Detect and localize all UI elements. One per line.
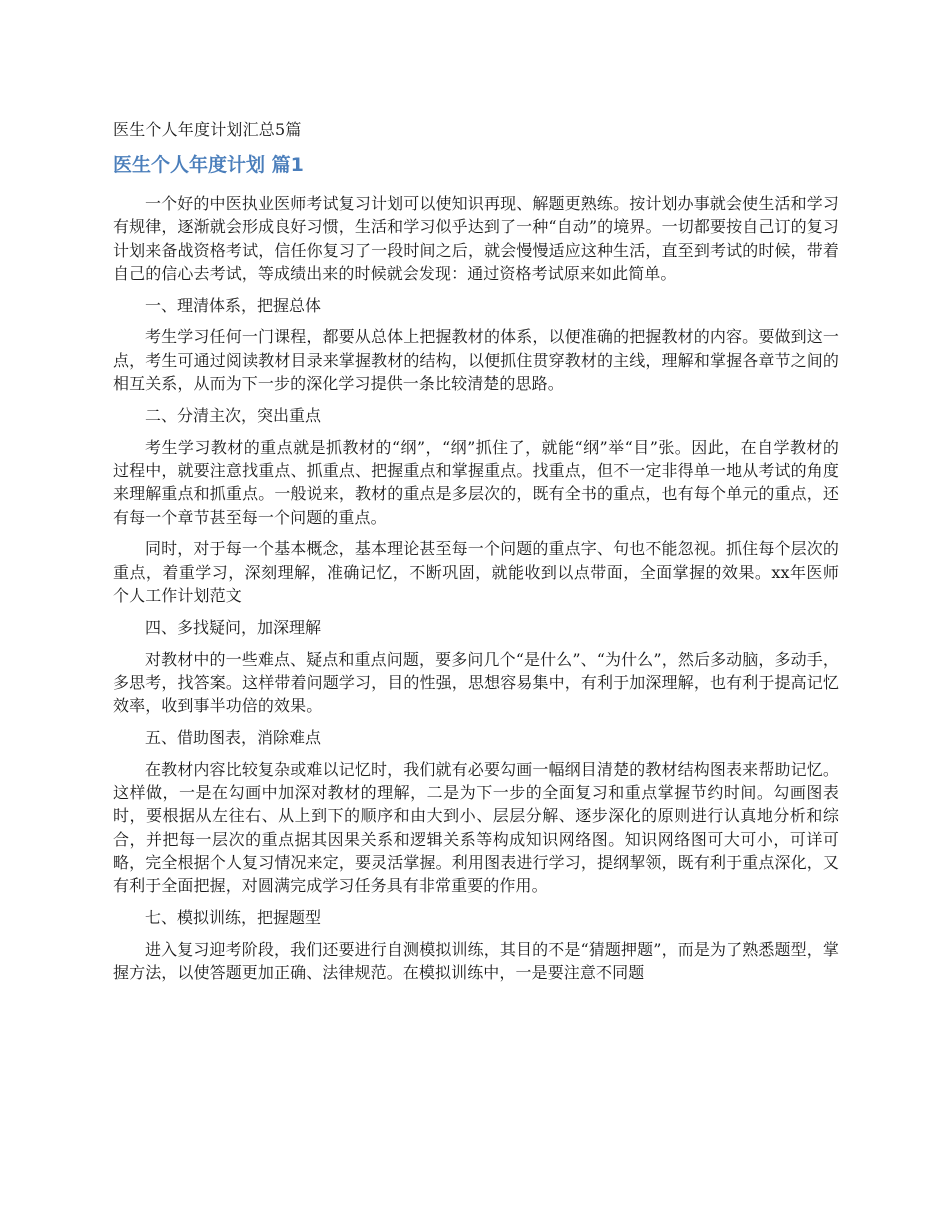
paragraph-5: 在教材内容比较复杂或难以记忆时，我们就有必要勾画一幅纲目清楚的教材结构图表来帮助记忆。这样做，一是在勾画中加深对教材的理解，二是为下一步的全面复习和重点掌握节约时间。勾画图表时，要根据从左往右、从上到下的顺序和由大到小、层层分解、逐步深化的原则进行认真地分析和综合，并把每一层次的重点据其因果关系和逻辑关系等构成知识网络图。知识网络图可大可小，可详可略，完全根据个人复习情况来定，要灵活掌握。利用图表进行学习，提纲挈领，既有利于重点深化，又有利于全面把握，对圆满完成学习任务具有非常重要的作用。 xyxy=(113,759,839,896)
paragraph-2: 考生学习教材的重点就是抓教材的“纲”，“纲”抓住了，就能“纲”举“目”张。因此，在自学教材的过程中，就要注意找重点、抓重点、把握重点和掌握重点。找重点，但不一定非得单一地从考试的角度来理解重点和抓重点。一般说来，教材的重点是多层次的，既有全书的重点，也有每个单元的重点，还有每一个章节甚至每一个问题的重点。 xyxy=(113,437,839,527)
paragraph-7: 进入复习迎考阶段，我们还要进行自测模拟训练，其目的不是“猜题押题”，而是为了熟悉题型，掌握方法，以使答题更加正确、法律规范。在模拟训练中，一是要注意不同题 xyxy=(113,939,839,983)
paragraph-4: 对教材中的一些难点、疑点和重点问题，要多问几个“是什么”、“为什么”，然后多动脑，多动手，多思考，找答案。这样带着问题学习，目的性强，思想容易集中，有利于加深理解，也有利于提高记忆效率，收到事半功倍的效果。 xyxy=(113,649,839,716)
heading-1: 一、理清体系，把握总体 xyxy=(145,295,322,315)
heading-7: 七、模拟训练，把握题型 xyxy=(145,908,322,928)
paragraph-intro: 一个好的中医执业医师考试复习计划可以使知识再现、解题更熟练。按计划办事就会使生活和学习有规律，逐渐就会形成良好习惯，生活和学习似乎达到了一种“自动”的境界。一切都要按自己订的复习计划来备战资格考试，信任你复习了一段时间之后，就会慢慢适应这种生活，直至到考试的时候，带着自己的信心去考试，等成绩出来的时候就会发现：通过资格考试原来如此简单。 xyxy=(113,194,839,283)
document-page xyxy=(113,118,839,993)
heading-5: 五、借助图表，消除难点 xyxy=(145,727,322,747)
heading-4: 四、多找疑问，加深理解 xyxy=(145,617,322,637)
document-title: 医生个人年度计划汇总5篇 xyxy=(113,120,302,139)
paragraph-1: 考生学习任何一门课程，都要从总体上把握教材的体系，以便准确的把握教材的内容。要做到这一点，考生可通过阅读教材目录来掌握教材的结构，以便抓住贯穿教材的主线，理解和掌握各章节之间的相互关系，从而为下一步的深化学习提供一条比较清楚的思路。 xyxy=(113,327,839,394)
heading-2: 二、分清主次，突出重点 xyxy=(145,405,322,425)
paragraph-3: 同时，对于每一个基本概念，基本理论甚至每一个问题的重点字、句也不能忽视。抓住每个层次的重点，着重学习，深刻理解，准确记忆，不断巩固，就能收到以点带面，全面掌握的效果。xx年医师个人工作计划范文 xyxy=(113,539,839,605)
section-title: 医生个人年度计划 篇1 xyxy=(113,154,304,176)
